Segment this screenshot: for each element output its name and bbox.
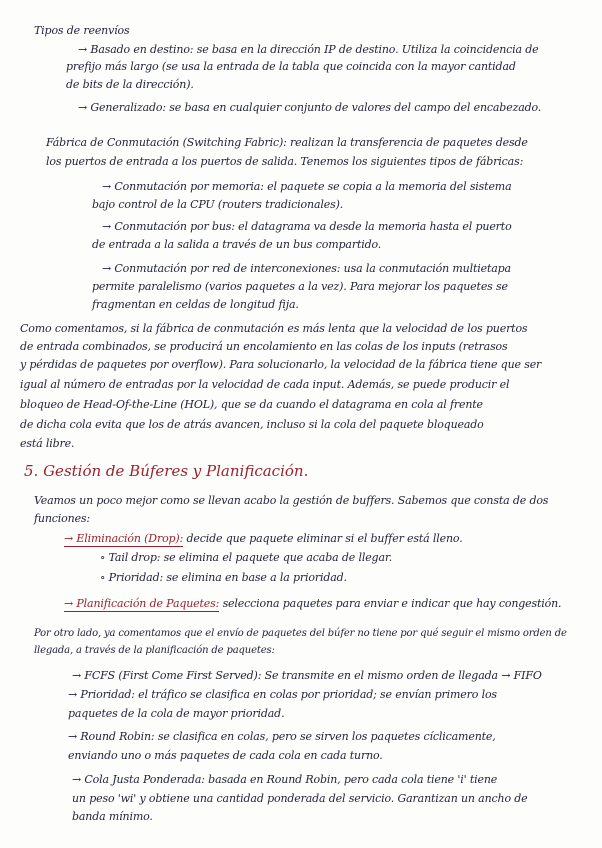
rr-line2: enviando uno o más paquetes de cada cola en cada turno. bbox=[68, 749, 383, 762]
fabrica-para-line1: Como comentamos, si la fábrica de conmutación es más lenta que la velocidad de los puertos bbox=[20, 322, 528, 335]
fabrica-b3-line2: permite paralelismo (varios paquetes a la vez). Para mejorar los paquetes se bbox=[92, 280, 508, 293]
plan-label: → Planificación de Paquetes: bbox=[64, 597, 220, 610]
fabrica-b1-line2: bajo control de la CPU (routers tradicionales). bbox=[92, 198, 344, 211]
fabrica-b3-line3: fragmentan en celdas de longitud fija. bbox=[92, 298, 299, 311]
fabrica-intro-line2: los puertos de entrada a los puertos de salida. Tenemos los siguientes tipos de fábricas: bbox=[46, 155, 524, 168]
tipos-title: Tipos de reenvíos bbox=[34, 24, 130, 37]
tipos-b1-line3: de bits de la dirección). bbox=[66, 78, 194, 91]
plan-line bbox=[64, 597, 561, 610]
fabrica-para-line7: está libre. bbox=[20, 437, 75, 450]
gestion-heading: 5. Gestión de Búferes y Planificación. bbox=[24, 462, 309, 480]
tipos-b2-line1: → Generalizado: se basa en cualquier conjunto de valores del campo del encabezado. bbox=[78, 101, 542, 114]
fabrica-para-line5: bloqueo de Head-Of-the-Line (HOL), que se da cuando el datagrama en cola al frente bbox=[20, 398, 483, 411]
fabrica-b2-line2: de entrada a la salida a través de un bus compartido. bbox=[92, 238, 382, 251]
elim-line bbox=[64, 532, 463, 545]
gestion-intro-line1: Veamos un poco mejor como se llevan acabo la gestión de buffers. Sabemos que consta de dos bbox=[34, 494, 549, 507]
tipos-b1-line1: → Basado en destino: se basa en la dirección IP de destino. Utiliza la coincidencia de bbox=[78, 43, 539, 56]
fabrica-b2-line1: → Conmutación por bus: el datagrama va desde la memoria hasta el puerto bbox=[102, 220, 512, 233]
por-line2: llegada, a través de la planificación de paquetes: bbox=[34, 645, 275, 656]
elim-sub-prioridad: ∘ Prioridad: se elimina en base a la prioridad. bbox=[100, 571, 347, 584]
fabrica-para-line3: y pérdidas de paquetes por overflow). Para solucionarlo, la velocidad de la fábrica tiene que ser bbox=[20, 358, 542, 371]
rr-line1: → Round Robin: se clasifica en colas, pero se sirven los paquetes cíclicamente, bbox=[68, 730, 496, 743]
fabrica-para-line4: igual al número de entradas por la velocidad de cada input. Además, se puede producir el bbox=[20, 378, 510, 391]
gestion-intro-line2: funciones: bbox=[34, 512, 90, 525]
cola-line1: → Cola Justa Ponderada: basada en Round Robin, pero cada cola tiene 'i' tiene bbox=[72, 773, 498, 786]
elim-text: decide que paquete eliminar si el buffer está lleno. bbox=[183, 532, 463, 545]
prio-line2: paquetes de la cola de mayor prioridad. bbox=[68, 707, 285, 720]
fabrica-para-line6: de dicha cola evita que los de atrás avancen, incluso si la cola del paquete bloqueado bbox=[20, 418, 484, 431]
fabrica-para-line2: de entrada combinados, se producirá un encolamiento en las colas de los inputs (retrasos bbox=[20, 340, 508, 353]
por-line1: Por otro lado, ya comentamos que el envío de paquetes del búfer no tiene por qué seguir el mismo orden de bbox=[34, 628, 567, 639]
cola-line2: un peso 'wi' y obtiene una cantidad ponderada del servicio. Garantizan un ancho de bbox=[72, 792, 528, 805]
fabrica-intro-line1: Fábrica de Conmutación (Switching Fabric): realizan la transferencia de paquetes desde bbox=[46, 136, 528, 149]
prio-line1: → Prioridad: el tráfico se clasifica en colas por prioridad; se envían primero los bbox=[68, 688, 497, 701]
elim-label: → Eliminación (Drop): bbox=[64, 532, 184, 545]
fcfs-line: → FCFS (First Come First Served): Se transmite en el mismo orden de llegada → FIFO bbox=[72, 669, 542, 682]
plan-text: selecciona paquetes para enviar e indicar que hay congestión. bbox=[219, 597, 562, 610]
fabrica-b3-line1: → Conmutación por red de interconexiones: usa la conmutación multietapa bbox=[102, 262, 511, 275]
cola-line3: banda mínimo. bbox=[72, 810, 153, 823]
tipos-b1-line2: prefijo más largo (se usa la entrada de la tabla que coincida con la mayor cantidad bbox=[66, 60, 516, 73]
elim-sub-taildrop: ∘ Tail drop: se elimina el paquete que acaba de llegar. bbox=[100, 551, 393, 564]
fabrica-b1-line1: → Conmutación por memoria: el paquete se copia a la memoria del sistema bbox=[102, 180, 512, 193]
